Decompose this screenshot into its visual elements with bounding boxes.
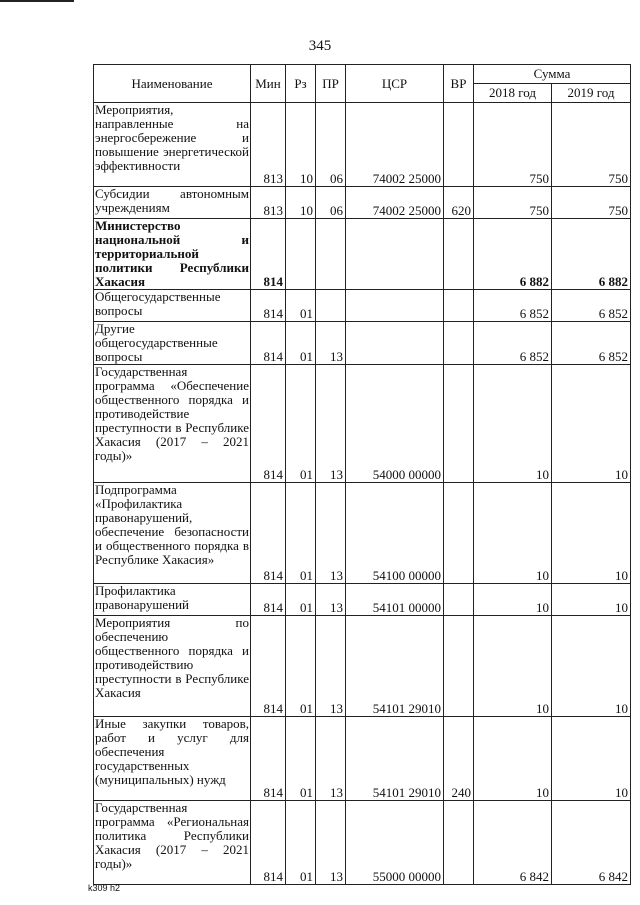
row-name: Общегосударственные вопросы bbox=[94, 290, 251, 322]
row-rz: 01 bbox=[286, 322, 316, 365]
row-min: 813 bbox=[251, 187, 286, 219]
row-min: 814 bbox=[251, 290, 286, 322]
table-row bbox=[94, 717, 631, 801]
table-row bbox=[94, 219, 631, 290]
row-vr bbox=[444, 103, 474, 187]
row-rz: 01 bbox=[286, 584, 316, 616]
row-2018: 750 bbox=[474, 103, 552, 187]
row-2019: 6 852 bbox=[552, 322, 631, 365]
row-pr: 13 bbox=[316, 365, 346, 483]
row-pr: 13 bbox=[316, 717, 346, 801]
row-rz: 10 bbox=[286, 103, 316, 187]
row-rz: 01 bbox=[286, 717, 316, 801]
row-vr bbox=[444, 616, 474, 717]
row-2019: 6 852 bbox=[552, 290, 631, 322]
row-min: 814 bbox=[251, 483, 286, 584]
row-2019: 10 bbox=[552, 584, 631, 616]
header-min: Мин bbox=[251, 65, 286, 103]
row-rz: 01 bbox=[286, 290, 316, 322]
table-row bbox=[94, 616, 631, 717]
table-row bbox=[94, 290, 631, 322]
row-2019: 750 bbox=[552, 187, 631, 219]
row-2018: 10 bbox=[474, 483, 552, 584]
table-row bbox=[94, 365, 631, 483]
row-2019: 10 bbox=[552, 616, 631, 717]
row-name: Государственная программа «Региональная политика Республики Хакасия (2017 – 2021 годы)» bbox=[94, 801, 251, 885]
row-rz: 01 bbox=[286, 801, 316, 885]
row-csr: 74002 25000 bbox=[346, 103, 444, 187]
row-2019: 10 bbox=[552, 365, 631, 483]
row-pr bbox=[316, 290, 346, 322]
row-name: Подпрограмма «Профилактика правонарушений, обеспечение безопасности и общественного порядка в Республике Хакасия» bbox=[94, 483, 251, 584]
header-csr: ЦСР bbox=[346, 65, 444, 103]
footer-code: k309 h2 bbox=[88, 883, 121, 893]
row-csr bbox=[346, 219, 444, 290]
header-rz: Рз bbox=[286, 65, 316, 103]
row-csr: 54100 00000 bbox=[346, 483, 444, 584]
row-csr: 54101 00000 bbox=[346, 584, 444, 616]
header-name: Наименование bbox=[94, 65, 251, 103]
table-row bbox=[94, 187, 631, 219]
row-pr: 13 bbox=[316, 322, 346, 365]
table-row bbox=[94, 322, 631, 365]
table-row bbox=[94, 103, 631, 187]
row-csr bbox=[346, 322, 444, 365]
row-csr: 54101 29010 bbox=[346, 616, 444, 717]
table-row bbox=[94, 801, 631, 885]
row-vr bbox=[444, 322, 474, 365]
header-pr: ПР bbox=[316, 65, 346, 103]
row-rz: 10 bbox=[286, 187, 316, 219]
row-pr: 13 bbox=[316, 483, 346, 584]
row-2019: 750 bbox=[552, 103, 631, 187]
row-pr: 13 bbox=[316, 616, 346, 717]
row-vr bbox=[444, 801, 474, 885]
row-min: 814 bbox=[251, 717, 286, 801]
row-min: 813 bbox=[251, 103, 286, 187]
row-rz bbox=[286, 219, 316, 290]
row-2018: 750 bbox=[474, 187, 552, 219]
table-body bbox=[94, 103, 631, 885]
row-2018: 6 852 bbox=[474, 322, 552, 365]
header-vr: ВР bbox=[444, 65, 474, 103]
row-pr: 13 bbox=[316, 801, 346, 885]
row-vr bbox=[444, 219, 474, 290]
row-2018: 10 bbox=[474, 616, 552, 717]
row-2019: 10 bbox=[552, 483, 631, 584]
row-min: 814 bbox=[251, 584, 286, 616]
row-csr: 55000 00000 bbox=[346, 801, 444, 885]
row-name: Профилактика правонарушений bbox=[94, 584, 251, 616]
row-2018: 10 bbox=[474, 365, 552, 483]
row-vr bbox=[444, 584, 474, 616]
row-2019: 10 bbox=[552, 717, 631, 801]
row-name: Министерство национальной и территориальной политики Республики Хакасия bbox=[95, 218, 249, 289]
row-name: Субсидии автономным учреждениям bbox=[94, 187, 251, 219]
row-rz: 01 bbox=[286, 483, 316, 584]
row-2019: 6 842 bbox=[552, 801, 631, 885]
row-pr: 06 bbox=[316, 187, 346, 219]
row-name: Мероприятия, направленные на энергосбережение и повышение энергетической эффективности bbox=[94, 103, 251, 187]
row-pr: 13 bbox=[316, 584, 346, 616]
row-vr bbox=[444, 483, 474, 584]
row-rz: 01 bbox=[286, 365, 316, 483]
page-number: 345 bbox=[308, 38, 332, 54]
row-vr bbox=[444, 365, 474, 483]
row-min: 814 bbox=[251, 365, 286, 483]
table-row bbox=[94, 584, 631, 616]
budget-table bbox=[93, 64, 631, 885]
row-name: Иные закупки товаров, работ и услуг для обеспечения государственных (муниципальных) нужд bbox=[94, 717, 251, 801]
row-name: Мероприятия по обеспечению общественного порядка и противодействию преступности в Республике Хакасия bbox=[94, 616, 251, 717]
row-name: Государственная программа «Обеспечение общественного порядка и противодействие преступности в Республике Хакасия (2017 – 2021 годы)» bbox=[94, 365, 251, 483]
row-vr bbox=[444, 290, 474, 322]
table-header bbox=[94, 65, 631, 103]
row-min: 814 bbox=[251, 322, 286, 365]
row-name: Другие общегосударственные вопросы bbox=[94, 322, 251, 365]
header-sum: Сумма bbox=[474, 65, 631, 84]
row-csr bbox=[346, 290, 444, 322]
row-min: 814 bbox=[251, 616, 286, 717]
row-min: 814 bbox=[251, 219, 286, 290]
row-2018: 6 852 bbox=[474, 290, 552, 322]
row-pr bbox=[316, 219, 346, 290]
table-row bbox=[94, 483, 631, 584]
row-csr: 74002 25000 bbox=[346, 187, 444, 219]
row-pr: 06 bbox=[316, 103, 346, 187]
row-min: 814 bbox=[251, 801, 286, 885]
top-rule bbox=[0, 0, 74, 2]
row-2018: 6 882 bbox=[474, 219, 552, 290]
header-2019: 2019 год bbox=[552, 84, 631, 103]
row-vr: 620 bbox=[444, 187, 474, 219]
header-2018: 2018 год bbox=[474, 84, 552, 103]
row-csr: 54101 29010 bbox=[346, 717, 444, 801]
row-2018: 6 842 bbox=[474, 801, 552, 885]
row-2018: 10 bbox=[474, 584, 552, 616]
row-csr: 54000 00000 bbox=[346, 365, 444, 483]
row-rz: 01 bbox=[286, 616, 316, 717]
row-vr: 240 bbox=[444, 717, 474, 801]
row-2018: 10 bbox=[474, 717, 552, 801]
row-2019: 6 882 bbox=[552, 219, 631, 290]
